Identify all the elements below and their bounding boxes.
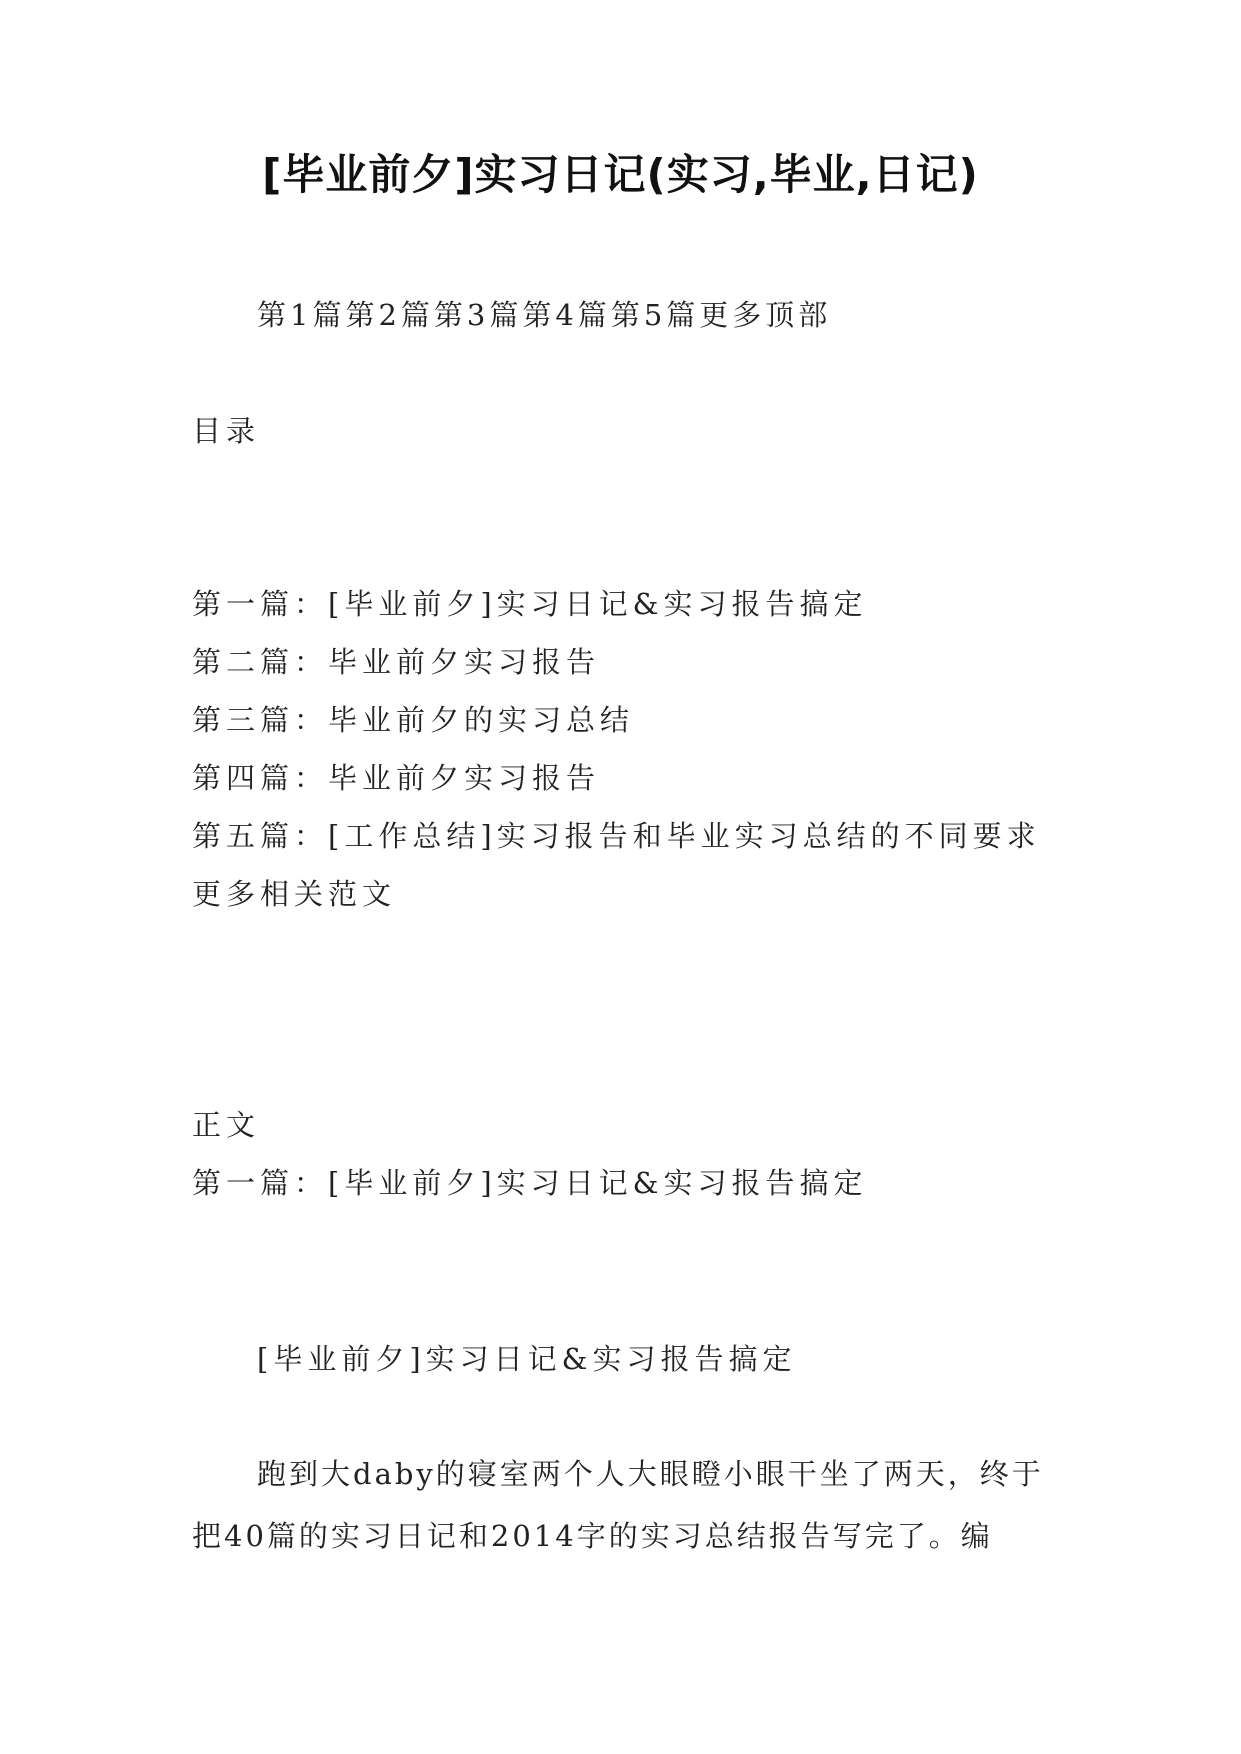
nav-link-part-2[interactable]: 第2篇	[345, 298, 434, 332]
toc-entry-1[interactable]: 第一篇：[毕业前夕]实习日记&实习报告搞定	[192, 587, 868, 621]
toc-more-link[interactable]: 更多相关范文	[192, 877, 397, 911]
nav-link-more[interactable]: 更多	[699, 298, 766, 332]
toc-heading: 目录	[192, 414, 261, 448]
toc-entry-2[interactable]: 第二篇：毕业前夕实习报告	[192, 645, 601, 679]
document-title: [毕业前夕]实习日记(实习,毕业,日记)	[262, 150, 979, 199]
chapter-subtitle: [毕业前夕]实习日记&实习报告搞定	[257, 1342, 797, 1376]
toc-entry-4[interactable]: 第四篇：毕业前夕实习报告	[192, 761, 601, 795]
nav-link-part-5[interactable]: 第5篇	[610, 298, 700, 332]
toc-entry-3[interactable]: 第三篇：毕业前夕的实习总结	[192, 703, 635, 737]
toc-entry-5[interactable]: 第五篇：[工作总结]实习报告和毕业实习总结的不同要求	[192, 819, 1041, 853]
body-paragraph: 跑到大daby的寝室两个人大眼瞪小眼干坐了两天，终于把40篇的实习日记和2014字的实习总结报告写完了。编	[192, 1457, 1044, 1553]
nav-link-part-4[interactable]: 第4篇	[522, 298, 611, 332]
nav-link-part-1[interactable]: 第1篇	[257, 298, 346, 332]
nav-link-part-3[interactable]: 第3篇	[433, 298, 523, 332]
body-heading: 正文	[192, 1108, 261, 1142]
nav-link-top[interactable]: 顶部	[765, 298, 832, 332]
section-navigation	[257, 298, 831, 333]
chapter-title: 第一篇：[毕业前夕]实习日记&实习报告搞定	[192, 1166, 868, 1200]
